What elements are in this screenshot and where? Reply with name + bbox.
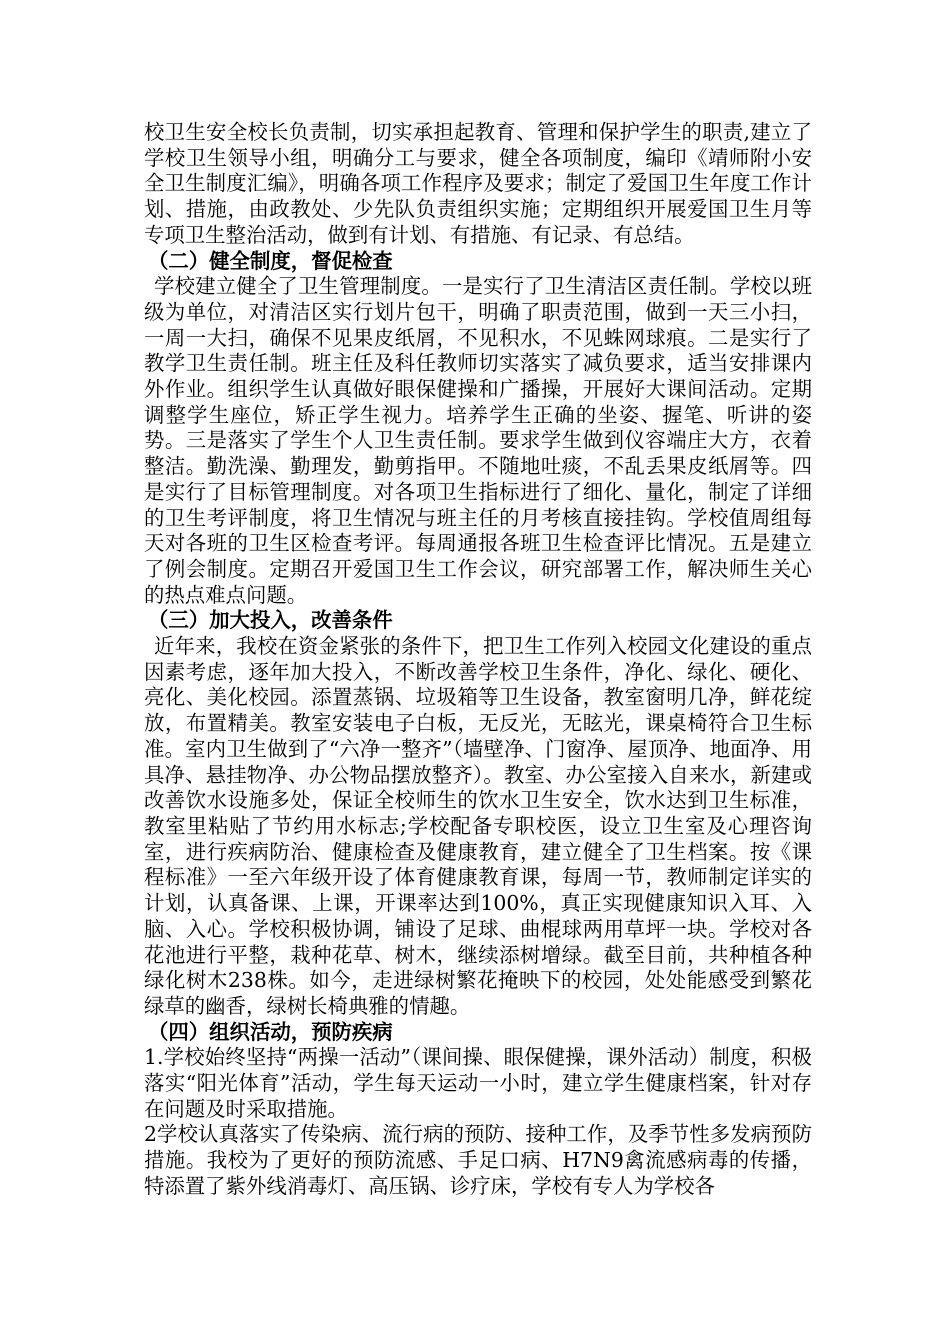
section-heading-4: （四）组织活动，预防疾病 — [148, 1019, 393, 1044]
document-page — [144, 120, 812, 1200]
list-item-2: 2学校认真落实了传染病、流行病的预防、接种工作，及季节性多发病预防措施。我校为了更好的预防流感、手足口病、H7N9禽流感病毒的传播，特添置了紫外线消毒灯、高压锅、诊疗床，学校有专人为学校各 — [144, 1122, 812, 1198]
section-body-2: 学校建立健全了卫生管理制度。一是实行了卫生清洁区责任制。学校以班级为单位，对清洁区实行划片包干，明确了职责范围，做到一天三小扫，一周一大扫，确保不见果皮纸屑，不见积水，不见蛛网球痕。二是实行了教学卫生责任制。班主任及科任教师切实落实了减负要求，适当安排课内外作业。组织学生认真做好眼保健操和广播操，开展好大课间活动。定期调整学生座位，矫正学生视力。培养学生正确的坐姿、握笔、听讲的姿势。三是落实了学生个人卫生责任制。要求学生做到仪容端庄大方，衣着整洁。勤洗澡、勤理发，勤剪指甲。不随地吐痰，不乱丢果皮纸屑等。四是实行了目标管理制度。对各项卫生指标进行了细化、量化，制定了详细的卫生考评制度，将卫生情况与班主任的月考核直接挂钩。学校值周组每天对各班的卫生区检查考评。每周通报各班卫生检查评比情况。五是建立了例会制度。定期召开爱国卫生工作会议，研究部署工作，解决师生关心的热点难点问题。 — [144, 274, 812, 607]
section-heading-2: （二）健全制度，督促检查 — [148, 248, 393, 273]
intro-paragraph: 校卫生安全校长负责制，切实承担起教育、管理和保护学生的职责,建立了学校卫生领导小组，明确分工与要求，健全各项制度，编印《靖师附小安全卫生制度汇编》，明确各项工作程序及要求；制定了爱国卫生年度工作计划、措施，由政教处、少先队负责组织实施；定期组织开展爱国卫生月等专项卫生整治活动，做到有计划、有措施、有记录、有总结。 — [144, 120, 812, 247]
list-item-1: 1.学校始终坚持“两操一活动”（课间操、眼保健操，课外活动）制度，积极落实“阳光体育”活动，学生每天运动一小时，建立学生健康档案，针对存在问题及时采取措施。 — [144, 1045, 812, 1121]
section-heading-3: （三）加大投入，改善条件 — [148, 608, 393, 633]
section-body-3: 近年来，我校在资金紧张的条件下，把卫生工作列入校园文化建设的重点因素考虑，逐年加大投入，不断改善学校卫生条件，净化、绿化、硬化、亮化、美化校园。添置蒸锅、垃圾箱等卫生设备，教室窗明几净，鲜花绽放，布置精美。教室安装电子白板，无反光，无眩光，课桌椅符合卫生标准。室内卫生做到了“六净一整齐”（墙壁净、门窗净、屋顶净、地面净、用具净、悬挂物净、办公物品摆放整齐）。教室、办公室接入自来水，新建或改善饮水设施多处，保证全校师生的饮水卫生安全，饮水达到卫生标准，教室里粘贴了节约用水标志;学校配备专职校医，设立卫生室及心理咨询室，进行疾病防治、健康检查及健康教育，建立健全了卫生档案。按《课程标准》一至六年级开设了体育健康教育课，每周一节，教师制定详实的计划，认真备课、上课，开课率达到100%，真正实现健康知识入耳、入脑、入心。学校积极协调，铺设了足球、曲棍球两用草坪一块。学校对各花池进行平整，栽种花草、树木，继续添树增绿。截至目前，共种植各种绿化树木238株。如今，走进绿树繁花掩映下的校园，处处能感受到繁花绿草的幽香，绿树长椅典雅的情趣。 — [144, 634, 812, 1018]
